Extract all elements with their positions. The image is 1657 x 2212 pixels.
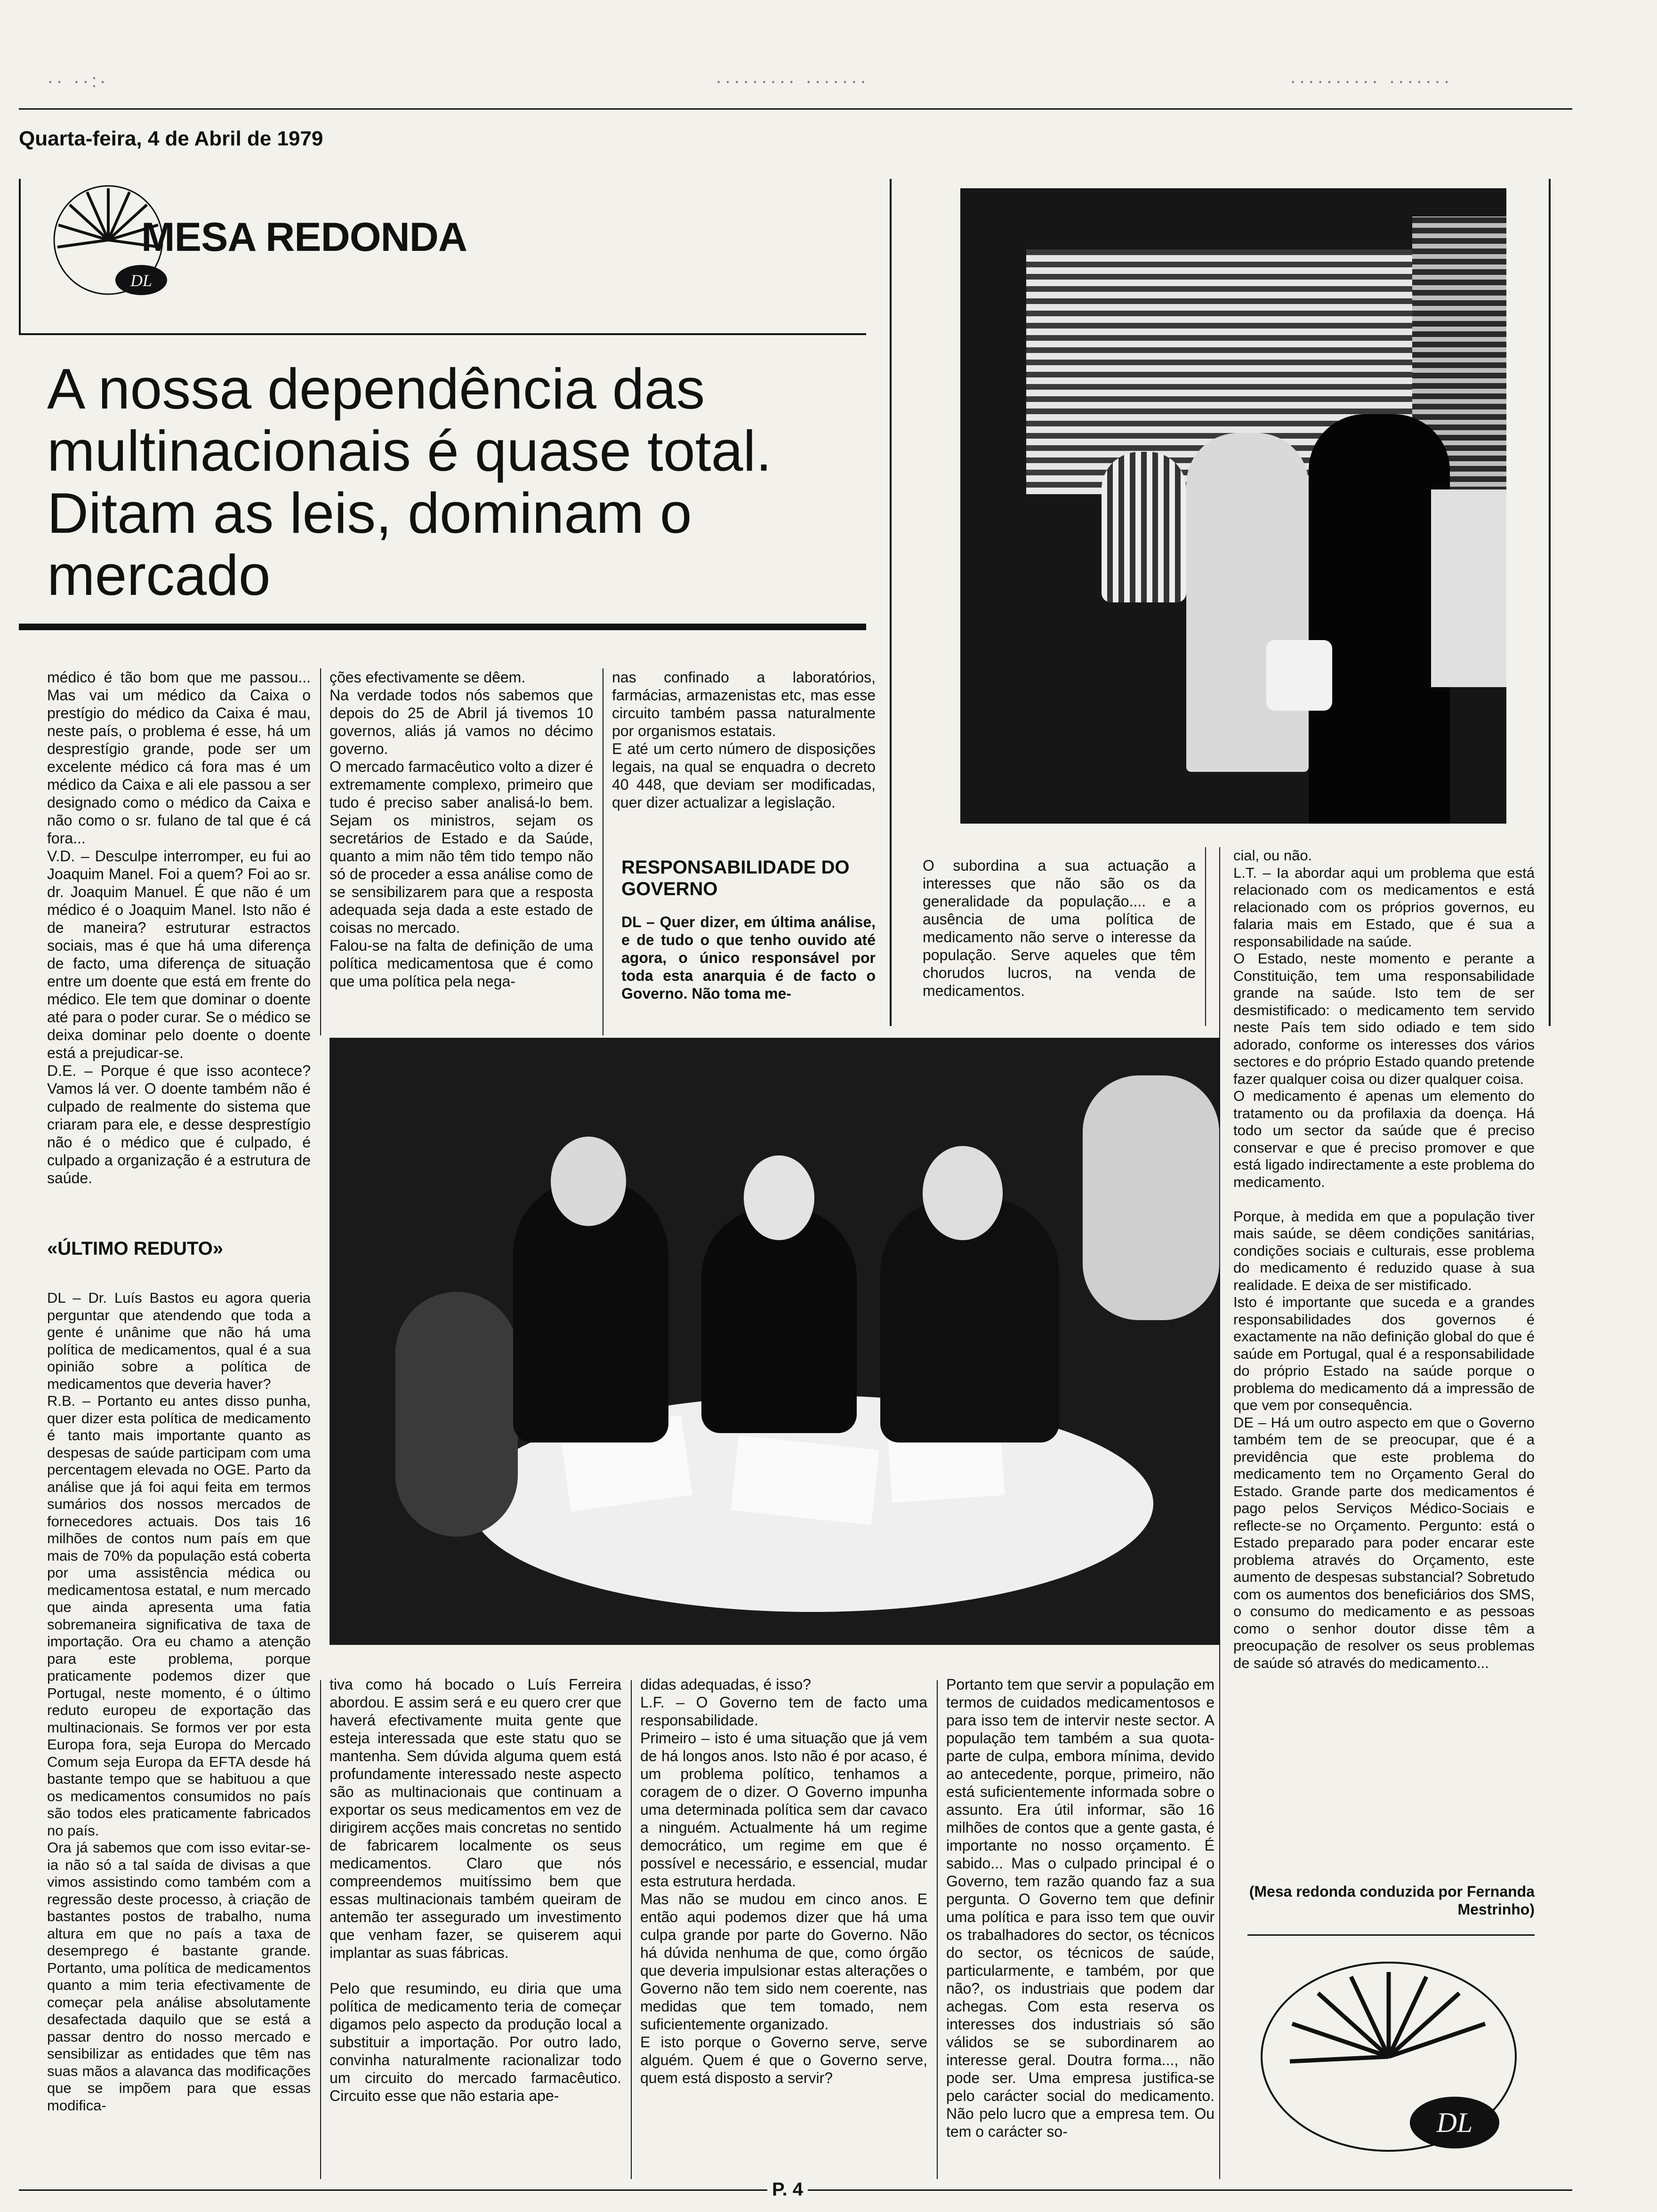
headline-rule [19, 624, 866, 630]
column-rule [1219, 847, 1220, 2179]
subhead-ultimo-reduto: «ÚLTIMO REDUTO» [47, 1238, 224, 1259]
article-column-3-bottom: didas adequadas, é isso? L.F. – O Governo tem de facto uma responsabilidade. Primeiro – isto é uma situação que já vem de há longos anos. Isto não é por acaso, é um problema político, tenhamos a coragem de o dizer. O Governo impunha uma determinada política sem dar cavaco a ninguém. Actualmente há um regime democrático, um regime em que é possível e necessário, e essencial, mudar esta estrutura herdada. Mas não se mudou em cinco anos. E então aqui podemos dizer que há uma culpa grande por parte do Governo. Não há dúvida nenhuma de que, como órgão que deveria impulsionar estas alterações o Governo não tem sido nem coerente, nas medidas que tem tomado, nem suficientemente organizado. E isto porque o Governo serve, serve alguém. Quem é que o Governo serve, quem está disposto a servir? [640, 1676, 927, 2086]
article-column-3-top: nas confinado a laboratórios, farmácias, armazenistas etc, mas esse circuito também passa naturalmente por organismos estatais. E até um certo número de disposições legais, na qual se enquadra o decreto 40 448, que deviam ser modificadas, quer dizer actualizar a legislação. [612, 669, 876, 811]
subhead-responsabilidade: RESPONSABILIDADE DO GOVERNO [621, 857, 850, 899]
pharmacy-photo [960, 188, 1506, 824]
article-column-1-top: médico é tão bom que me passou... Mas vai um médico da Caixa o prestígio do médico da Caixa é mau, neste país, o problema é esse, há um desprestígio grande, pode ser um excelente médico cá fora mas é um médico da Caixa e ali ele passou a ser designado como o médico da Caixa e não como o sr. fulano de tal que é cá fora... V.D. – Desculpe interromper, eu fui ao Joaquim Manel. Foi a quem? Foi ao sr. dr. Joaquim Manuel. É que não é um médico é o Joaquim Manel. Isto não é de maneira? estruturar estractos sociais, mas é que há uma diferença de facto, uma diferença de situação entre um doente que está em frente do médico. Ele tem que dominar o doente até para o poder curar. Se o médico se deixa dominar pelo doente o doente está a prejudicar-se. D.E. – Porque é que isso acontece? Vamos lá ver. O doente também não é culpado de realmente do sistema que criaram para ele, e desse desprestígio não é o médico que é culpado, é culpado a organização é a estrutura de saúde. [47, 669, 311, 1186]
masthead-left: ·· ··:· [47, 71, 109, 91]
column-rule [19, 179, 21, 334]
section-title: MESA REDONDA [141, 215, 467, 260]
logo-rule [1247, 1934, 1535, 1936]
article-column-4-bottom: Portanto tem que servir a população em termos de cuidados medicamentosos e para isso tem de intervir neste sector. A população tem também a sua quota-parte de culpa, embora mínima, devido ao antecedente, porque, primeiro, não está suficientemente informada sobre o assunto. Era útil informar, são 16 milhões de contos que a gente gasta, é importante no nosso orçamento. É sabido... Mas o culpado principal é o Governo, tem razão quando faz a sua pergunta. O Governo tem que definir uma política e para isso tem que ouvir os trabalhadores do sector, os técnicos do sector, os técnicos de saúde, particularmente, e também, por que não?, os industriais que podem dar achegas. Com esta reserva os interesses dos industriais só são válidos se se subordinarem ao interesse geral. Doutra forma..., não pode ser. Uma empresa justifica-se pelo carácter social do medicamento. Não pelo lucro que a empresa tem. Ou tem o carácter so- [946, 1676, 1219, 2140]
article-column-3-question: DL – Quer dizer, em última análise, e de tudo o que tenho ouvido até agora, o único responsável por toda esta anarquia é de facto o Governo. Não toma me- [621, 914, 880, 1002]
column-rule [1549, 179, 1551, 1026]
article-column-2-top: ções efectivamente se dêem. Na verdade todos nós sabemos que depois do 25 de Abril já tivemos 10 governos, aliás já vamos no décimo governo. O mercado farmacêutico volto a dizer é extremamente complexo, primeiro que tudo é preciso saber analisá-lo bem. Sejam os ministros, sejam os secretários de Estado e da Saúde, quanto a mim não têm tido tempo não só de proceder a essa análise como de se sensibilizarem para que a resposta adequada seja dada a este estado de coisas no mercado. Falou-se na falta de definição de uma política medicamentosa que é como que uma política pela nega- [330, 669, 593, 990]
logo-monogram: DL [130, 271, 153, 290]
footer-logo-icon [1247, 1948, 1530, 2165]
article-column-5: cial, ou não. L.T. – Ia abordar aqui um problema que está relacionado com os medicamentos e está relacionado com os próprios governos, eu falaria mais em Estado, que é sua a responsabilidade na saúde. O Estado, neste momento e perante a Constituição, tem uma responsabilidade grande na saúde. Isto tem de ser desmistificado: o medicamento tem servido neste País tem sido odiado e tem sido adorado, conforme os interesses dos vários sectores e do próprio Estado quando pretende fazer qualquer coisa ou dizer qualquer coisa. O medicamento é apenas um elemento do tratamento ou da profilaxia da doença. Há todo um sector da saúde que é preciso conservar e que é preciso promover e que está ligado indirectamente a este problema do medicamento. Porque, à medida em que a população tiver mais saúde, se dêem condições sanitárias, condições sociais e culturais, esse problema do medicamento é reduzido quase à sua realidade. E deixa de ser mistificado. Isto é importante que suceda e a grandes responsabilidades dos governos é exactamente na não definição global do que é saúde em Portugal, qual é a responsabilidade do próprio Estado na saúde porque o problema do medicamento dá a impressão de que vem por consequência. DE – Há um outro aspecto em que o Governo também tem de se preocupar, que é a previdência que este problema do medicamento tem no Orçamento Geral do Estado. Grande parte dos medicamentos é pago pelos Serviços Médico-Sociais e reflecte-se no Orçamento. Pergunto: está o Estado preparado para poder encarar este problema através do Orçamento, este aumento de despesas substancial? Sobretudo com os aumentos dos beneficiários dos SMS, o consumo do medicamento e as pessoas como o senhor doutor disse têm a preocupação de resolver os seus problemas de saúde só através do medicamento... [1233, 847, 1535, 1671]
footer-logo-monogram: DL [1436, 2107, 1473, 2138]
article-column-2-bottom: tiva como há bocado o Luís Ferreira abordou. E assim será e eu quero crer que haverá efectivamente muita gente que esteja interessada que este statu quo se mantenha. Sem dúvida alguma quem está profundamente interessado neste aspecto são as multinacionais que continuam a exportar os seus medicamentos em vez de dirigirem acções mais concretas no sentido de fabricarem localmente os seus medicamentos. Claro que nós compreendemos muitíssimo bem que essas multinacionais também queiram de antemão ter assegurado um investimento que venham fazer, se quiserem aqui implantar as suas fábricas. Pelo que resumindo, eu diria que uma política de medicamento teria de começar digamos pelo aspecto da produção local a substituir a importação. Por outro lado, convinha naturalmente racionalizar todo um circuito do mercado farmacêutico. Circuito esse que não estaria ape- [330, 1676, 621, 2104]
column-rule [1205, 847, 1206, 1026]
column-rule [890, 179, 892, 1026]
page-number: P. 4 [767, 2179, 808, 2200]
masthead-rule [19, 108, 1572, 110]
column-rule [320, 668, 321, 1035]
masthead [19, 71, 1572, 99]
masthead-center: ········· ······· [716, 71, 869, 91]
round-table-photo [330, 1038, 1219, 1645]
article-credit: (Mesa redonda conduzida por Fernanda Mestrinho) [1249, 1883, 1535, 1918]
article-column-4-top: O subordina a sua actuação a interesses que não são os da generalidade da população.... e a ausência de uma política de medicamento não serve o interesse da população. Serve aqueles que têm chorudos lucros, na venda de medicamentos. [923, 857, 1200, 999]
column-rule [631, 1680, 632, 2179]
issue-date: Quarta-feira, 4 de Abril de 1979 [19, 127, 323, 150]
column-rule [937, 1680, 938, 2179]
article-column-1-bottom: DL – Dr. Luís Bastos eu agora queria perguntar que atendendo que toda a gente é unânime que não há uma política de medicamentos, qual é a sua opinião sobre a política de medicamentos que deveria haver? R.B. – Portanto eu antes disso punha, quer dizer esta política de medicamento é tanto mais importante quanto as despesas de saúde participam com uma percentagem elevada no OGE. Parto da análise que já foi aqui feita em termos sumários dos nossos mercados de fornecedores actuais. Dos tais 16 milhões de contos num país em que mais de 70% da população está coberta por uma assistência médica ou medicamentosa estatal, e num mercado que ainda apresenta uma fatia sobremaneira significativa de taxa de importação. Ora eu chamo a atenção para este problema, porque praticamente podemos dizer que Portugal, neste momento, é o último reduto europeu de exportação das multinacionais. Se formos ver por esta Europa fora, seja Europa do Mercado Comum seja Europa da EFTA desde há bastante tempo que se habituou a que os medicamentos consumidos no país são todos eles praticamente fabricados no país. Ora já sabemos que com isso evitar-se-ia não só a tal saída de divisas a que vimos assistindo como também com a regressão deste processo, à criação de bastantes postos de trabalho, numa altura em que no país a taxa de desemprego é bastante grande. Portanto, uma política de medicamentos quanto a mim teria efectivamente de começar pela análise absolutamente desafectada daquilo que se está a passar dentro do nosso mercado e sensibilizar as entidades que têm nas suas mãos a alavanca das modificações que se impõem para que essas modifica- [47, 1290, 311, 2114]
section-rule [19, 333, 866, 335]
column-rule [320, 1680, 321, 2179]
masthead-right: ·········· ······· [1290, 71, 1453, 91]
headline: A nossa dependência das multinacionais é quase total. Ditam as leis, dominam o mercado [47, 357, 772, 607]
